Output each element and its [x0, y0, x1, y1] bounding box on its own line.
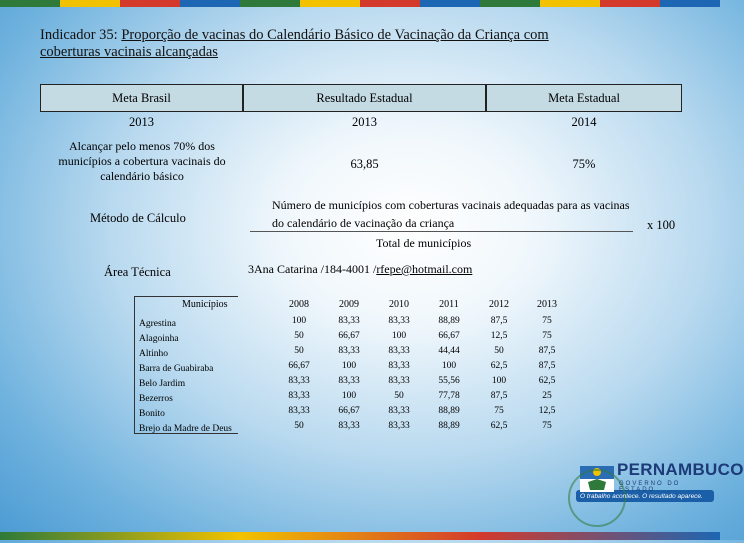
table-cell: 66,67: [288, 361, 310, 371]
table-cell: 50: [294, 346, 304, 356]
municipio-name: Altinho: [139, 349, 169, 359]
meta-estadual-value: 75%: [572, 157, 596, 171]
table-cell: 87,5: [490, 391, 508, 401]
table-cell: 83,33: [388, 361, 410, 371]
table-cell: 83,33: [388, 376, 410, 386]
municipio-name: Agrestina: [139, 319, 176, 329]
header-meta-brasil: Meta Brasil: [40, 84, 243, 112]
top-color-stripe: [0, 0, 720, 7]
formula-numerator: Número de municípios com coberturas vacinais adequadas para as vacinas do calendário de vacinação da criança: [272, 198, 630, 230]
table-cell: 25: [542, 391, 552, 401]
table-cell: 55,56: [438, 376, 460, 386]
table-cell: 100: [441, 361, 457, 371]
table-cell: 75: [542, 331, 552, 341]
table-cell: 83,33: [388, 406, 410, 416]
table-cell: 75: [542, 316, 552, 326]
table-cell: 83,33: [338, 316, 360, 326]
contact-info: 3Ana Catarina /184-4001 /: [248, 262, 377, 276]
table-cell: 75: [542, 421, 552, 431]
table-cell: 100: [491, 376, 507, 386]
header-meta-estadual: Meta Estadual: [486, 84, 682, 112]
table-cell: 87,5: [490, 316, 508, 326]
pernambuco-logo: [576, 458, 744, 538]
table-cell: 83,33: [388, 316, 410, 326]
technical-contact: [248, 262, 472, 277]
municipio-name: Bonito: [139, 409, 165, 419]
title-line1: Proporção de vacinas do Calendário Básico de Vacinação da Criança com: [121, 27, 549, 43]
formula-multiplier: x 100: [647, 218, 676, 232]
year-resultado-estadual: 2013: [352, 115, 377, 129]
table-cell: 12,5: [490, 331, 508, 341]
table-cell: 100: [291, 316, 307, 326]
table-cell: 83,33: [338, 346, 360, 356]
contact-email-link[interactable]: rfepe@hotmail.com: [376, 262, 473, 276]
fraction-line: [250, 231, 633, 232]
municipio-name: Barra de Guabiraba: [139, 364, 214, 374]
header-resultado-estadual: Resultado Estadual: [243, 84, 486, 112]
table-cell: 44,44: [438, 346, 460, 356]
municipio-name: Bezerros: [139, 394, 173, 404]
municipio-name: Brejo da Madre de Deus: [139, 424, 232, 434]
table-cell: 50: [294, 421, 304, 431]
table-cell: 100: [341, 391, 357, 401]
table-cell: 62,5: [490, 421, 508, 431]
table-cell: 88,89: [438, 316, 460, 326]
table-cell: 50: [494, 346, 504, 356]
table-cell: 66,67: [438, 331, 460, 341]
bottom-color-band: [0, 532, 720, 540]
table-cell: 62,5: [538, 376, 556, 386]
year-header: 2008: [289, 299, 309, 310]
year-meta-estadual: 2014: [571, 115, 597, 129]
table-cell: 83,33: [388, 346, 410, 356]
logo-subtitle: GOVERNO DO ESTADO: [619, 481, 681, 493]
formula-denominator: Total de municípios: [376, 236, 472, 250]
municipio-name: Alagoinha: [139, 334, 179, 344]
title-prefix: Indicador 35:: [40, 27, 122, 43]
logo-name: PERNAMBUCO: [617, 460, 744, 479]
year-header: 2012: [489, 299, 509, 310]
table-cell: 100: [341, 361, 357, 371]
table-cell: 88,89: [438, 406, 460, 416]
table-cell: 50: [294, 331, 304, 341]
table-cell: 83,33: [338, 376, 360, 386]
table-cell: 100: [391, 331, 407, 341]
year-header: 2009: [339, 299, 359, 310]
method-label: Método de Cálculo: [90, 211, 186, 225]
table-cell: 66,67: [338, 406, 360, 416]
table-cell: 83,33: [338, 421, 360, 431]
year-header: 2013: [537, 299, 557, 310]
table-cell: 87,5: [538, 361, 556, 371]
table-cell: 50: [394, 391, 404, 401]
table-cell: 83,33: [288, 391, 310, 401]
resultado-estadual-value: 63,85: [350, 157, 379, 171]
municipios-header: Municípios: [182, 299, 228, 310]
year-meta-brasil: 2013: [129, 115, 154, 129]
table-cell: 66,67: [338, 331, 360, 341]
page-title: [40, 27, 680, 61]
technical-area-label: Área Técnica: [104, 265, 171, 279]
table-cell: 83,33: [288, 376, 310, 386]
meta-brasil-text: Alcançar pelo menos 70% dos municípios a cobertura vacinais do calendário básico: [58, 139, 226, 183]
table-cell: 12,5: [538, 406, 556, 416]
municipio-name: Belo Jardim: [139, 379, 186, 389]
table-cell: 77,78: [438, 391, 460, 401]
year-header: 2011: [439, 299, 459, 310]
table-cell: 83,33: [288, 406, 310, 416]
table-cell: 88,89: [438, 421, 460, 431]
table-cell: 62,5: [490, 361, 508, 371]
table-cell: 87,5: [538, 346, 556, 356]
year-header: 2010: [389, 299, 409, 310]
logo-tagline: O trabalho acontece. O resultado aparece.: [580, 493, 703, 500]
table-cell: 83,33: [388, 421, 410, 431]
title-line2: coberturas vacinais alcançadas: [40, 44, 218, 60]
table-cell: 75: [494, 406, 504, 416]
